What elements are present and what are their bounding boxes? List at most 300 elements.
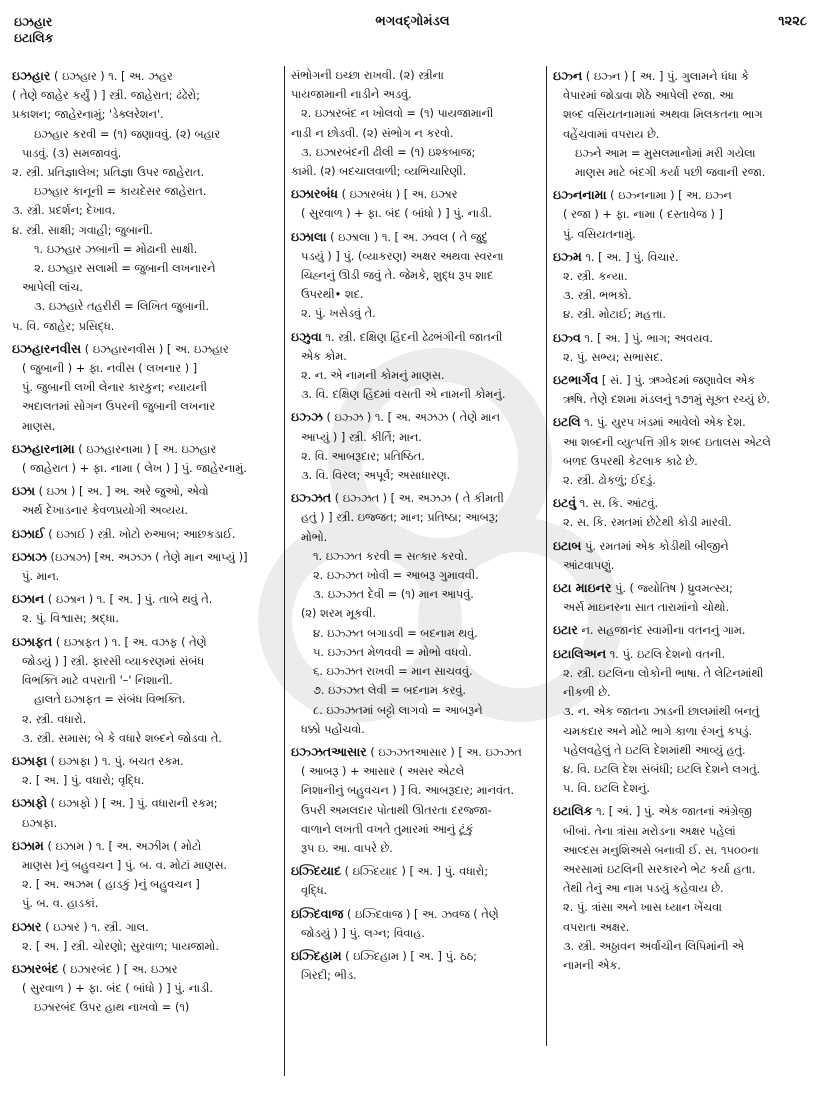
definition-text: ૩. સ્ત્રી. પ્રદર્શન; દેખાવ. <box>12 204 116 218</box>
entry-line <box>12 917 279 937</box>
entry-line <box>291 624 541 643</box>
entry-line <box>291 104 541 123</box>
entry-line <box>12 359 279 378</box>
entry-line <box>553 760 813 779</box>
page-header <box>0 14 825 62</box>
entry-line <box>553 144 813 163</box>
entry-line <box>12 397 279 416</box>
entry-line <box>12 221 279 240</box>
dictionary-entry <box>291 946 541 985</box>
definition-text: એક કોમ. <box>301 349 347 363</box>
entry-line <box>291 762 541 781</box>
entry-line <box>291 508 541 527</box>
definition-text: ૪. વિ. ઇટલિ દેશ સંબંધી; ઇટલિ દેશને લગતું. <box>563 762 761 776</box>
entry-line <box>12 632 279 652</box>
definition-text: નીકળી છે. <box>563 686 611 700</box>
entry-line <box>12 182 279 201</box>
definition-text: ઇઝહાર કાનૂની = કાયદેસર જાહેરાત. <box>34 185 207 199</box>
definition-text: ( ઇઝ્નનામા ) [ અ. ઇઝ્ન <box>606 189 732 203</box>
definition-text: ૨. ન. એ નામની કોમનું માણસ. <box>301 369 445 383</box>
definition-text: ઉપરથી• શદ. <box>301 288 364 302</box>
definition-text: ૨. વિ. આબરૂદાર; પ્રતિષ્ઠિત. <box>301 449 425 463</box>
entry-line <box>291 466 541 485</box>
definition-text: નાડી ન છોડવી. (૨) સંભોગ ન કરવો. <box>291 126 454 140</box>
definition-text: ( ઇઝામ ) ૧. [ અ. અઝીમ ( મોટો <box>43 839 202 853</box>
dictionary-entry <box>12 632 279 748</box>
definition-text: ૨. ઇઝ્ઝત ખોવી = આબરૂ ગુમાવવી. <box>313 569 479 583</box>
entry-line <box>12 547 279 567</box>
entry-line <box>553 898 813 917</box>
entry-line <box>291 528 541 547</box>
entry-line <box>553 305 813 324</box>
definition-text: ચમકદાર અને મોટે ભાગે કાળા રંગનું કપડું. <box>563 724 753 738</box>
definition-text: પહેલવહેલું તે ઇટલિ દેશમાંથી આવ્યું હતું. <box>563 743 746 757</box>
entry-line <box>553 412 813 432</box>
entry-line <box>553 267 813 286</box>
entry-line <box>553 722 813 741</box>
headword: ઇઝુવા <box>291 328 322 344</box>
definition-text: ૨. સ્ત્રી. ઢોકળું; ઈદડું. <box>563 474 656 488</box>
entry-line <box>291 184 541 204</box>
definition-text: પું. વસિયતનામું. <box>563 227 636 241</box>
guide-word-last: ઇટાલિક <box>14 30 54 45</box>
entry-line <box>553 918 813 937</box>
dictionary-entry <box>553 578 813 617</box>
dictionary-entry <box>553 536 813 575</box>
definition-text: આ શબ્દની વ્યુત્પત્તિ ગ્રીક શબ્દ ઇતાલસ એટલે <box>563 435 771 449</box>
definition-text: પું. જુબાની લખી લેનાર કારકુન; ન્યાયની <box>22 381 208 395</box>
entry-line <box>12 998 279 1017</box>
headword: ઇઝ્દિવાજ <box>291 905 344 921</box>
dictionary-entry <box>553 493 813 532</box>
definition-text: પ્રકાશન; જાહેરનામું; 'ડેક્લરેશન'. <box>12 108 164 122</box>
entry-line <box>12 793 279 813</box>
entry-line <box>291 701 541 720</box>
entry-line <box>553 702 813 721</box>
column-1 <box>10 66 285 1076</box>
definition-text: વૃદ્ધિ. <box>301 884 328 898</box>
entry-line <box>291 861 541 881</box>
definition-text: ઉપરી અમલદાર પોતાથી ઊતરતા દરજ્જા- <box>301 803 492 817</box>
definition-text: ( જુબાની ) + ફા. નવીસ ( લખનાર ) ] <box>22 362 198 376</box>
definition-text: ન. સહજાનંદ સ્વામીના વતનનું ગામ. <box>577 624 746 638</box>
entry-line <box>12 959 279 979</box>
headword: ઇઝહારનવીસ <box>12 340 82 356</box>
definition-text: ૨. સ્ત્રી. કન્યા. <box>563 270 628 284</box>
entry-line <box>553 556 813 575</box>
definition-text: તેથી તેનું આ નામ પડયું કહેવાય છે. <box>563 882 724 896</box>
entry-line <box>12 836 279 856</box>
dictionary-entry <box>291 861 541 900</box>
entry-line <box>291 839 541 858</box>
entry-line <box>12 524 279 544</box>
entry-line <box>553 644 813 664</box>
entry-line <box>291 781 541 800</box>
entry-line <box>291 366 541 385</box>
entry-line <box>553 841 813 860</box>
entry-line <box>291 966 541 985</box>
definition-text: ( ઇઝ્ઝતઆસાર ) [ અ. ઇઝ્ઝત <box>366 745 522 759</box>
definition-text: ૧. પું. યુરપ ખંડમાં આવેલો એક દેશ. <box>580 416 746 430</box>
definition-text: આપ્યું ) ] સ્ત્રી. કીર્તિ; માન. <box>301 430 422 444</box>
definition-text: ( ઇઝ્દિયાદ ) [ અ. ] પું. વધારો; <box>341 865 489 879</box>
guide-word-first: ઇઝહાર <box>14 14 53 29</box>
entry-line <box>12 501 279 520</box>
definition-text: [ સં. ] પું. ઋગ્વેદમાં જણાવેલ એક <box>598 374 756 388</box>
entry-line <box>12 481 279 501</box>
dictionary-entry <box>291 66 541 181</box>
definition-text: પાયજામાની નાડીને અડવું. <box>291 88 412 102</box>
entry-line <box>12 771 279 790</box>
definition-text: હાલતે ઇઝાફત = સંબંધ વિભક્તિ. <box>34 693 186 707</box>
entry-line <box>12 317 279 336</box>
definition-text: ૨. પું. ત્રાંસા અને ખાસ ધ્યાન ખેંચવા <box>563 901 722 915</box>
headword: ઇટાલિઅન <box>553 645 607 661</box>
entry-line <box>12 751 279 771</box>
entry-line <box>553 86 813 105</box>
entry-line <box>12 201 279 220</box>
dictionary-entry <box>291 742 541 858</box>
definition-text: નામની એક. <box>563 958 621 972</box>
dictionary-entry <box>291 407 541 485</box>
entry-line <box>553 598 813 617</box>
entry-line <box>291 347 541 366</box>
entry-line <box>553 513 813 532</box>
definition-text: ૪. સ્ત્રી. સાક્ષી; ગવાહી; જુબાની. <box>12 223 153 237</box>
entry-line <box>12 278 279 297</box>
dictionary-entry <box>291 327 541 405</box>
dictionary-entry <box>12 481 279 520</box>
entry-line <box>291 881 541 900</box>
entry-line <box>291 407 541 427</box>
entry-line <box>291 820 541 839</box>
entry-line <box>291 604 541 623</box>
definition-text: ઇઝારબંદ ઉપર હાથ નાખવો = (૧) <box>34 1001 190 1015</box>
headword: ઇઝ્વ <box>553 329 581 345</box>
definition-text: ગિરદી; ભીડ. <box>301 969 357 983</box>
entry-line <box>12 937 279 956</box>
entry-line <box>12 814 279 833</box>
definition-text: ૩. સ્ત્રી. અઠ્ઠાવન અર્વાચીન લિપિમાંની એ <box>563 939 744 953</box>
column-2 <box>285 66 547 1046</box>
entry-line <box>291 227 541 247</box>
definition-text: ( ઇઝાર ) ૧. સ્ત્રી. ગાલ. <box>41 920 149 934</box>
dictionary-entry <box>553 185 813 244</box>
definition-text: ૨. પું. સભ્ય; સભાસદ. <box>563 350 664 364</box>
definition-text: (૨) શરમ મૂકવી. <box>301 607 376 621</box>
entry-line <box>291 285 541 304</box>
headword: ઇઝાર <box>12 918 42 934</box>
dictionary-entry <box>553 66 813 182</box>
headword: ઇઝ્દિહામ <box>291 947 342 963</box>
definition-text: ( ઇઝહારનામા ) [ અ. ઇઝહાર <box>74 442 217 456</box>
dictionary-entry <box>12 66 279 336</box>
entry-line <box>291 662 541 681</box>
entry-line <box>553 471 813 490</box>
entry-line <box>553 286 813 305</box>
definition-text: ઇઝ્ને આમ = મુસલમાનોમાં મરી ગયેલા <box>575 146 756 160</box>
entry-line <box>12 710 279 729</box>
dictionary-entry <box>553 328 813 367</box>
definition-text: ચિહ્નનું ઊડી જવું તે. જેમકે, શુદ્ધ રૂપ શાદ <box>301 269 494 283</box>
definition-text: ( સુરવાળ ) + ફા. બંદ ( બાંધો ) ] પું. નાડી. <box>301 207 492 221</box>
entry-line <box>12 144 279 163</box>
dictionary-entry <box>12 339 279 436</box>
definition-text: ( ઇઝ્ઝ ) ૧. [ અ. અઝઝ ( તેણે માન <box>322 411 500 425</box>
page-number: ૧૨૨૮ <box>778 14 807 29</box>
dictionary-entry <box>553 644 813 799</box>
dictionary-entry <box>291 184 541 223</box>
headword: ઇઝ્મ <box>553 248 582 264</box>
entry-line <box>553 452 813 471</box>
headword: ઇટવું <box>553 495 577 511</box>
dictionary-entry <box>12 959 279 1018</box>
definition-text: આંટવાપણું. <box>563 558 615 572</box>
definition-text: ૨. પું. ખસેડવું તે. <box>301 307 376 321</box>
headword: ઇઝ્ઝતઆસાર <box>291 743 367 759</box>
definition-text: ૨. [ અ. અઝમ ( હાડકું )નું બહુવચન ] <box>22 878 200 892</box>
dictionary-entry <box>553 370 813 409</box>
dictionary-entry <box>12 439 279 478</box>
definition-text: પું. માન. <box>22 570 60 584</box>
dictionary-entry <box>291 904 541 943</box>
entry-line <box>12 671 279 690</box>
definition-text: રૂપ ઇ. આ. વાપરે છે. <box>301 841 393 855</box>
headword: ઇઝાફત <box>12 633 53 649</box>
entry-line <box>291 566 541 585</box>
definition-text: પું. બ. વ. હાડકાં. <box>22 897 99 911</box>
definition-text: ( તેણે જાહેર કર્યું ) ] સ્ત્રી. જાહેરાત; ઢંઢેરો; <box>12 89 200 103</box>
definition-text: ૨. સ. કિ. રમતમાં છેટેથી કોડી મારવી. <box>563 516 732 530</box>
definition-text: ૨. સ્ત્રી. વધારો. <box>22 712 87 726</box>
definition-text: નિશાનીનું બહુવચન ) ] વિ. આબરૂદાર; માનવંત. <box>301 784 515 798</box>
entry-line <box>291 488 541 508</box>
entry-line <box>553 390 813 409</box>
dictionary-entry <box>553 801 813 975</box>
entry-line <box>12 856 279 875</box>
headword: ઇટાર <box>553 622 578 638</box>
definition-text: ૧. [ અં. ] પું. એક જાતનાં અંગ્રેજી <box>592 805 752 819</box>
headword: ઇઝા <box>12 483 36 499</box>
definition-text: ૮. ઇઝ્ઝતમાં બટ્ટો લાગવો = આબરૂને <box>313 703 483 717</box>
definition-text: કામી. (૨) બદચાલવાળી; વ્યભિચારિણી. <box>291 165 467 179</box>
definition-text: જોડયું ) ] સ્ત્રી. ફારસી વ્યાકરણમાં સંબંધ <box>22 654 205 668</box>
definition-text: ૧. ઇઝહાર ઝબાની = મોઢાની સાક્ષી. <box>34 242 198 256</box>
definition-text: માણસ માટે બંદગી કર્યા પછી જવાની રજા. <box>575 166 766 180</box>
definition-text: પડયું ) ] પું. (વ્યાકરણ) અક્ષર અથવા સ્વરના <box>301 249 504 263</box>
entry-line <box>553 779 813 798</box>
entry-line <box>553 370 813 390</box>
entry-line <box>12 66 279 86</box>
definition-text: ૫. વિ. જાહેર; પ્રસિદ્ધ. <box>12 319 115 333</box>
definition-text: વેપારમાં જોડાવા શેઠે આપેલી રજા. આ <box>563 89 734 103</box>
entry-line <box>291 447 541 466</box>
definition-text: બીબાં. તેના ત્રાંસા મરોડના અક્ષર પહેલાં <box>563 824 736 838</box>
definition-text: અદાલતમાં સોગન ઉપરની જુબાની લખનાર <box>22 400 216 414</box>
definition-text: સંભોગની ઇચ્છા રાખવી. (૨) સ્ત્રીના <box>291 69 444 82</box>
entry-line <box>291 924 541 943</box>
entry-line <box>12 589 279 609</box>
definition-text: ( ઇઝાલા ) ૧. [ અ. ઝવલ ( તે જુદું <box>326 230 488 244</box>
entry-line <box>291 85 541 104</box>
headword: ઇટભાર્ગવ <box>553 372 599 388</box>
entry-line <box>12 105 279 124</box>
definition-text: ( આબરૂ ) + આસાર ( અસર એટલે <box>301 765 465 779</box>
entry-line <box>553 860 813 879</box>
entry-line <box>291 681 541 700</box>
definition-text: ૩. વિ. દક્ષિણ હિંદમાં વસતી એ નામની કોમનું. <box>301 388 506 402</box>
definition-text: ૬. ઇઝ્ઝત રાખવી = માન સાચવવું. <box>313 665 473 679</box>
entry-line <box>291 720 541 739</box>
entry-line <box>12 652 279 671</box>
definition-text: ઋષિ. તેણે દશમા મંડલનું ૧૭૧મું સૂક્ત રચ્યું છે. <box>563 393 770 407</box>
entry-line <box>553 348 813 367</box>
dictionary-columns <box>10 66 818 1086</box>
entry-line <box>291 204 541 223</box>
entry-line <box>553 225 813 244</box>
headword: ઇઝ્ન <box>553 68 583 83</box>
headword: ઇટાબ <box>553 537 582 553</box>
entry-line <box>553 956 813 975</box>
entry-line <box>12 979 279 998</box>
definition-text: વાળાને લખતી વખતે તુમારમાં આનું ટૂંકું <box>301 822 474 836</box>
entry-line <box>553 433 813 452</box>
dictionary-entry <box>12 589 279 628</box>
definition-text: વહેંચવામાં વપરાય છે. <box>563 127 660 141</box>
headword: ઇટાલિક <box>553 803 593 819</box>
definition-text: ૧. પું. ઇટલિ દેશનો વતની. <box>606 647 726 661</box>
entry-line <box>12 439 279 459</box>
definition-text: ( ઇઝહાર ) ૧. [ અ. ઝહર <box>50 70 173 83</box>
entry-line <box>12 690 279 709</box>
definition-text: ૩. ઇઝ્ઝત દેવી = (૧) માન આપવું. <box>313 588 474 602</box>
definition-text: ૧. સ. કિ. આંટવું. <box>576 497 659 511</box>
definition-text: ઇઝહાર કરવી = (૧) જણાવવું. (૨) બહાર <box>34 127 221 141</box>
headword: ઇઝાલા <box>291 228 327 244</box>
dictionary-entry <box>12 836 279 914</box>
definition-text: માણસ )નું બહુવચન ] પું. બ. વ. મોટાં માણસ. <box>22 858 227 872</box>
definition-text: ૨. પું. વિશ્વાસ; શ્રદ્ધા. <box>22 612 119 626</box>
entry-line <box>291 266 541 285</box>
definition-text: ( ઇઝાફા ) ૧. પું. બચત રકમ. <box>47 754 184 768</box>
entry-line <box>553 822 813 841</box>
headword: ઇઝાફા <box>12 752 48 768</box>
headword: ઇઝામ <box>12 837 44 853</box>
entry-line <box>12 417 279 436</box>
definition-text: ( ઇઝ્દિહામ ) [ અ. ] પું. ઠઠ; <box>341 949 477 963</box>
entry-line <box>553 937 813 956</box>
headword: ઇઝ્નનામા <box>553 187 607 203</box>
entry-line <box>553 493 813 513</box>
headword: ઇઝારબંદ <box>12 960 59 976</box>
definition-text: ૩. ઇઝારબંદની ઢીલી = (૧) ઇશ્કબાજ; <box>301 145 476 159</box>
entry-line <box>12 125 279 144</box>
dictionary-entry <box>12 793 279 832</box>
dictionary-entry <box>291 488 541 739</box>
definition-text: ( જાહેરાત ) + ફા. નામા ( લેખ ) ] પું. જાહેરનામું. <box>22 462 247 476</box>
entry-line <box>291 247 541 266</box>
entry-line <box>291 585 541 604</box>
entry-line <box>291 304 541 323</box>
entry-line <box>291 946 541 966</box>
definition-text: ૩. સ્ત્રી. ભભકો. <box>563 289 632 303</box>
definition-text: ( ઇઝહારનવીસ ) [ અ. ઇઝહાર <box>81 342 229 356</box>
definition-text: ( ઇઝાઈ ) સ્ત્રી. ખોટો રુઆબ; આછકડાઈ. <box>44 527 236 541</box>
headword: ઇઝ્દિયાદ <box>291 863 342 879</box>
dictionary-entry <box>12 547 279 586</box>
entry-line <box>553 536 813 556</box>
definition-text: વિભક્તિ માટે વપરાતી '–' નિશાની. <box>22 674 173 688</box>
definition-text: ( ઇઝાફો ) [ અ. ] પું. વધારાની રકમ; <box>47 797 218 811</box>
entry-line <box>12 567 279 586</box>
definition-text: ૧. [ અ. ] પું. વિચાર. <box>581 250 679 264</box>
entry-line <box>553 66 813 86</box>
column-3 <box>547 66 818 1086</box>
definition-text: શબ્દ વસિયતનામામાં અથવા મિલકતના ભાગ <box>563 108 763 122</box>
entry-line <box>291 742 541 762</box>
definition-text: ૭. ઇઝ્ઝત લેવી = બદનામ કરવું. <box>313 684 466 698</box>
definition-text: ૨. સ્ત્રી. ઇટલિના લોકોની ભાષા. તે લેટિનમાંથી <box>563 666 764 680</box>
definition-text: ( ઇઝ્ન ) [ અ. ] પું. ગુલામને ધંધા કે <box>582 70 749 83</box>
dictionary-entry <box>12 917 279 956</box>
dictionary-entry <box>12 524 279 544</box>
entry-line <box>12 297 279 316</box>
definition-text: (ઇઝાઝ) [અ. અઝઝ ( તેણે માન આપ્યું )] <box>46 550 248 564</box>
definition-text: ૨. સ્ત્રી. પ્રતિજ્ઞાલેખ; પ્રતિજ્ઞા ઉપર જાહેરાત. <box>12 166 205 180</box>
definition-text: પાડવું. (૩) સમજાવવું. <box>22 146 122 160</box>
entry-line <box>12 339 279 359</box>
entry-line <box>553 247 813 267</box>
headword: ઇઝાઈ <box>12 525 45 541</box>
definition-text: અરસામાં ઇટલિની સરકારને ભેટ કર્યા હતા. <box>563 862 756 876</box>
entry-line <box>12 259 279 278</box>
entry-line <box>291 801 541 820</box>
definition-text: ધક્કો પહોંચવો. <box>301 722 365 736</box>
entry-line <box>553 664 813 683</box>
definition-text: ઇઝાફા. <box>22 816 58 830</box>
entry-line <box>291 428 541 447</box>
running-title: ભગવદ્ગોમંડલ <box>375 14 450 29</box>
entry-line <box>291 162 541 181</box>
headword: ઇટલિ <box>553 414 581 430</box>
definition-text: ( ઇઝા ) [ અ. ] અ. અરે જુઓ, એવો <box>35 485 209 499</box>
definition-text: ૪. ઇઝ્ઝત બગાડવી = બદનામ થવું. <box>313 626 478 640</box>
entry-line <box>291 904 541 924</box>
headword: ઇઝહારનામા <box>12 440 75 456</box>
entry-line <box>12 875 279 894</box>
entry-line <box>553 741 813 760</box>
entry-line <box>553 801 813 821</box>
headword: ઇઝ્ઝત <box>291 490 332 506</box>
entry-line <box>553 879 813 898</box>
entry-line <box>12 459 279 478</box>
entry-line <box>553 163 813 182</box>
definition-text: ( ઇઝ્દિવાજ ) [ અ. ઝવજ ( તેણે <box>343 907 499 921</box>
definition-text: આપેલી લાંચ. <box>22 281 84 295</box>
headword: ઇઝાઝ <box>12 548 47 564</box>
definition-text: ( ઇઝ્ઝત ) [ અ. અઝઝ ( તે કીમતી <box>331 492 504 506</box>
definition-text: ( રજા ) + ફા. નામા ( દસ્તાવેજ ) ] <box>563 208 723 222</box>
dictionary-entry <box>553 412 813 490</box>
dictionary-entry <box>12 751 279 790</box>
definition-text: ૩. સ્ત્રી. સમાસ; બે કે વધારે શબ્દને જોડવા તે. <box>22 731 222 745</box>
definition-text: જોડયું ) ] પું. લગ્ન; વિવાહ. <box>301 926 425 940</box>
entry-line <box>553 620 813 640</box>
entry-line <box>12 240 279 259</box>
definition-text: ૪. સ્ત્રી. મોટાઈ; મહત્તા. <box>563 308 666 322</box>
dictionary-entry <box>553 247 813 325</box>
definition-text: આલ્દસ મનુશિઅસે બનાવી ઈ. સ. ૧૫૦૦ના <box>563 843 759 857</box>
